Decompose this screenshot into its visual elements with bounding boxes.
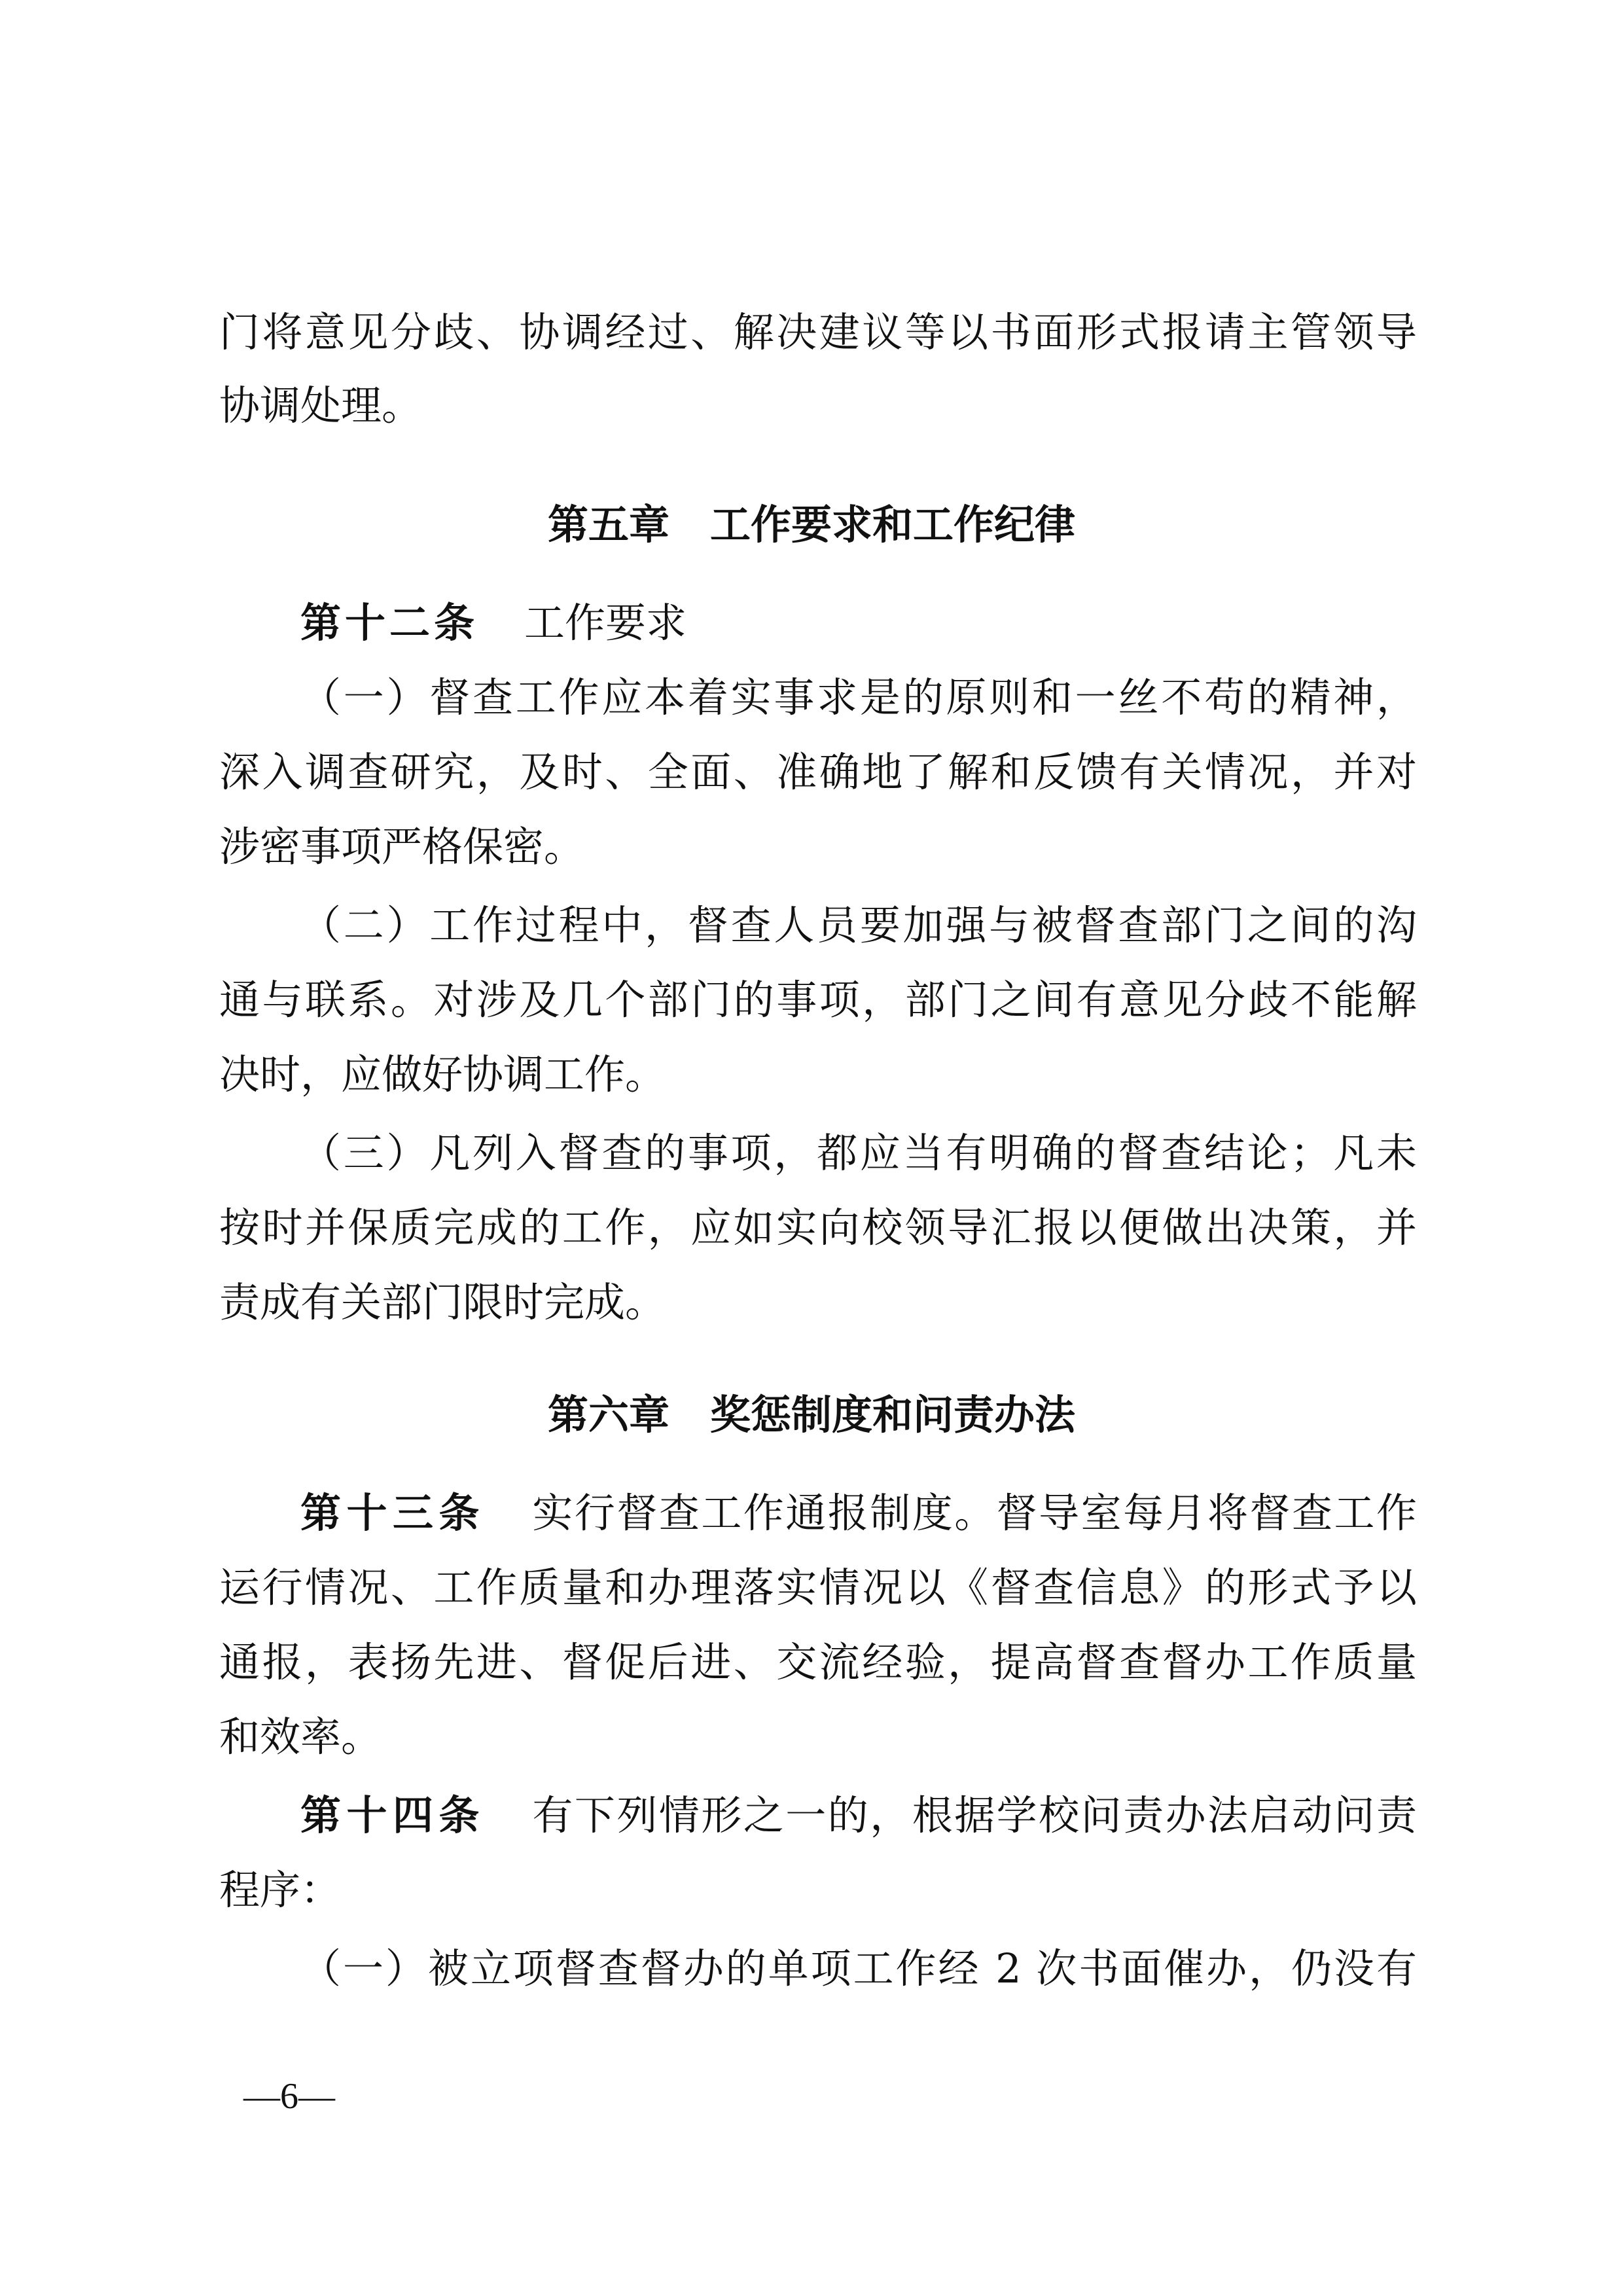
article-first-line	[300, 1789, 1417, 1842]
article-header	[300, 597, 1417, 649]
paragraph-line: 责成有关部门限时完成。	[219, 1278, 666, 1326]
paragraph-line: （一）督查工作应本着实事求是的原则和一丝不苟的精神，	[300, 673, 1417, 721]
paragraph-line: （一）被立项督查督办的单项工作经 2 次书面催办，仍没有	[300, 1945, 1417, 1992]
paragraph-line: 涉密事项严格保密。	[219, 823, 585, 870]
paragraph-line: （三）凡列入督查的事项，都应当有明确的督查结论；凡未	[300, 1129, 1417, 1177]
page-number: —6—	[243, 2076, 335, 2117]
article-title: 工作要求	[524, 599, 687, 647]
paragraph-line: 门将意见分歧、协调经过、解决建议等以书面形式报请主管领导	[219, 308, 1417, 356]
paragraph-line: 通报，表扬先进、督促后进、交流经验，提高督查督办工作质量	[219, 1638, 1417, 1686]
chapter-heading: 第五章 工作要求和工作纪律	[547, 501, 1075, 548]
article-label: 第十三条	[300, 1489, 485, 1537]
paragraph-line: （二）工作过程中，督查人员要加强与被督查部门之间的沟	[300, 901, 1417, 949]
paragraph-line: 和效率。	[219, 1713, 382, 1761]
article-label: 第十二条	[300, 599, 479, 647]
paragraph-line: 按时并保质完成的工作，应如实向校领导汇报以便做出决策，并	[219, 1204, 1417, 1251]
article-text: 有下列情形之一的，根据学校问责办法启动问责	[530, 1791, 1417, 1839]
chapter-heading: 第六章 奖惩制度和问责办法	[547, 1391, 1075, 1439]
article-label: 第十四条	[300, 1791, 485, 1839]
paragraph-line: 通与联系。对涉及几个部门的事项，部门之间有意见分歧不能解	[219, 976, 1417, 1024]
paragraph-line: 深入调查研究，及时、全面、准确地了解和反馈有关情况，并对	[219, 748, 1417, 796]
paragraph-line: 程序：	[219, 1866, 342, 1914]
paragraph-line: 协调处理。	[219, 382, 423, 429]
paragraph-line: 运行情况、工作质量和办理落实情况以《督查信息》的形式予以	[219, 1564, 1417, 1611]
paragraph-line: 决时，应做好协调工作。	[219, 1050, 666, 1098]
article-text: 实行督查工作通报制度。督导室每月将督查工作	[530, 1489, 1417, 1537]
article-first-line	[300, 1487, 1417, 1539]
